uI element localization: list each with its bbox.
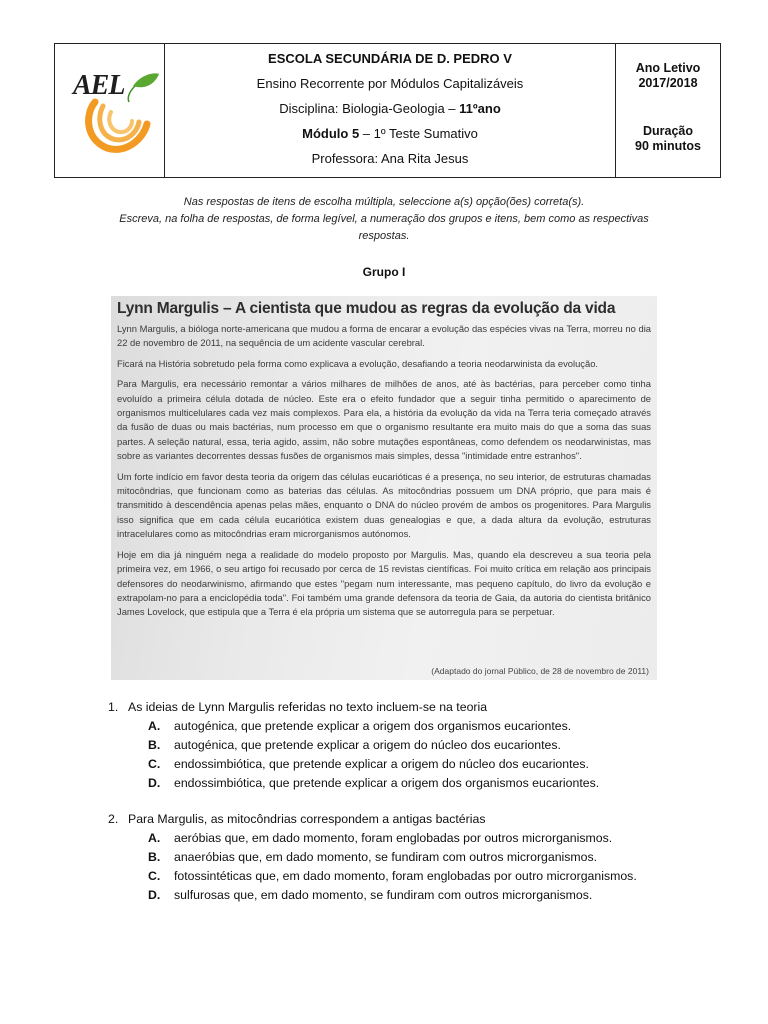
option-letter: D. <box>148 888 161 902</box>
option-text: sulfurosas que, em dado momento, se fundiram com outros microrganismos. <box>174 888 593 902</box>
option-letter: A. <box>148 831 161 845</box>
option-text: autogénica, que pretende explicar a origem do núcleo dos eucariontes. <box>174 738 561 752</box>
option-c[interactable] <box>108 867 708 886</box>
duration-value: 90 minutos <box>635 139 701 153</box>
option-letter: A. <box>148 719 161 733</box>
article-title: Lynn Margulis – A cientista que mudou as regras da evolução da vida <box>117 300 616 317</box>
article-paragraph: Ficará na História sobretudo pela forma como explicava a evolução, desafiando a teoria neodarwinista da evolução. <box>117 357 599 369</box>
article-paragraph: Lynn Margulis, a bióloga norte-americana que mudou a forma de encarar a evolução das espécies vivas na Terra, morreu no dia 22 de novembro de 2011, na sequência de um acidente vascular cerebral. <box>117 323 651 349</box>
question-text: Para Margulis, as mitocôndrias correspondem a antigas bactérias <box>128 812 486 826</box>
instructions <box>100 194 668 245</box>
question-number: 2. <box>108 812 119 826</box>
option-text: anaeróbias que, em dado momento, se fundiram com outros microrganismos. <box>174 850 598 864</box>
subject-text: Disciplina: Biologia-Geologia – <box>279 101 460 116</box>
school-logo <box>55 44 165 177</box>
question-stem <box>108 810 708 829</box>
option-c[interactable] <box>108 755 708 774</box>
subject-year: 11ºano <box>459 101 501 116</box>
exam-header <box>54 43 721 178</box>
article-paragraph: Um forte indício em favor desta teoria da origem das células eucarióticas é a presença, no seu interior, de estruturas chamadas mitocôndrias, que funcionam como as baterias das células. As mitocôndrias possuem um DNA próprio, que para mais é transmitido à descendência apenas pelas mães, enquanto o DNA do núcleo provém de ambos os progenitores. Para Margulis isso significa que em cada célula eucariótica existem duas genealogias e que, a dada altura da evolução, estruturas intracelulares como as mitocôndrias eram microrganismos autónomos. <box>117 470 651 540</box>
option-b[interactable] <box>108 848 708 867</box>
option-text: autogénica, que pretende explicar a origem dos organismos eucariontes. <box>174 719 572 733</box>
school-name: ESCOLA SECUNDÁRIA DE D. PEDRO V <box>268 51 512 66</box>
logo-text: AEL <box>73 70 125 101</box>
header-meta <box>616 44 720 177</box>
group-title: Grupo I <box>362 265 406 279</box>
option-letter: B. <box>148 738 161 752</box>
question-1 <box>108 698 708 793</box>
option-text: aeróbias que, em dado momento, foram englobadas por outros microrganismos. <box>174 831 613 845</box>
module-test: – 1º Teste Sumativo <box>359 126 478 141</box>
option-letter: C. <box>148 869 161 883</box>
duration-label: Duração <box>642 124 694 138</box>
teacher-name: Professora: Ana Rita Jesus <box>311 151 469 166</box>
option-d[interactable] <box>108 886 708 905</box>
program-name: Ensino Recorrente por Módulos Capitalizáveis <box>256 76 524 91</box>
option-b[interactable] <box>108 736 708 755</box>
article-scan <box>111 296 657 680</box>
option-text: fotossintéticas que, em dado momento, foram englobadas por outro microrganismos. <box>174 869 637 883</box>
option-text: endossimbiótica, que pretende explicar a origem dos organismos eucariontes. <box>174 776 600 790</box>
option-d[interactable] <box>108 774 708 793</box>
header-info <box>165 44 616 177</box>
module-name: Módulo 5 <box>302 126 360 141</box>
year-label: Ano Letivo <box>635 61 701 75</box>
option-a[interactable] <box>108 717 708 736</box>
option-a[interactable] <box>108 829 708 848</box>
question-text: As ideias de Lynn Margulis referidas no texto incluem-se na teoria <box>128 700 488 714</box>
option-text: endossimbiótica, que pretende explicar a origem do núcleo dos eucariontes. <box>174 757 589 771</box>
article-paragraph: Para Margulis, era necessário remontar a vários milhares de milhões de anos, até às bactérias, para perceber como tinha evoluído a primeira célula dotada de núcleo. Este era o efeito fundador que a seguir tinha permitido o aparecimento de organismos multicelulares cada vez mais complexos. Para ela, a história da evolução da vida na Terra teria começado através da fusão de duas ou mais bactérias, num processo em que o organismo resultante era muito mais do que a soma das suas partes. A seleção natural, essa, teria agido, assim, não sobre mutações espontâneas, como defendem os neodarwinistas, mas sobre as variantes decorrentes dessas fusões de organismos mais simples, dessa "intimidade entre estranhos". <box>117 378 651 462</box>
subject-line <box>165 96 615 121</box>
option-letter: D. <box>148 776 161 790</box>
module-line <box>165 121 615 146</box>
question-number: 1. <box>108 700 119 714</box>
instruction-line-2: Escreva, na folha de respostas, de forma legível, a numeração dos grupos e itens, bem como as respectivas respostas. <box>119 213 649 242</box>
year-value: 2017/2018 <box>638 76 698 90</box>
question-stem <box>108 698 708 717</box>
instruction-line-1: Nas respostas de itens de escolha múltipla, seleccione a(s) opção(ões) correta(s). <box>183 196 585 208</box>
logo-swirl-icon <box>55 44 164 179</box>
article-paragraph: Hoje em dia já ninguém nega a realidade do modelo proposto por Margulis. Mas, quando ela descreveu a sua teoria pela primeira vez, em 1966, o seu artigo foi recusado por cerca de 15 revistas científicas. Foi muito crítica em relação aos principais defensores do neodarwinismo, afirmando que estes "pegam num interessante, mas pequeno capítulo, do livro da evolução e extrapolam-no para a enciclopédia toda". Foi também uma grande defensora da teoria de Gaia, da autoria do cientista britânico James Lovelock, que estipula que a Terra é ela própria um sistema que se autorregula para se perpetuar. <box>117 548 651 618</box>
option-letter: C. <box>148 757 161 771</box>
option-letter: B. <box>148 850 161 864</box>
question-2 <box>108 810 708 905</box>
article-source: (Adaptado do jornal Público, de 28 de novembro de 2011) <box>431 666 649 676</box>
